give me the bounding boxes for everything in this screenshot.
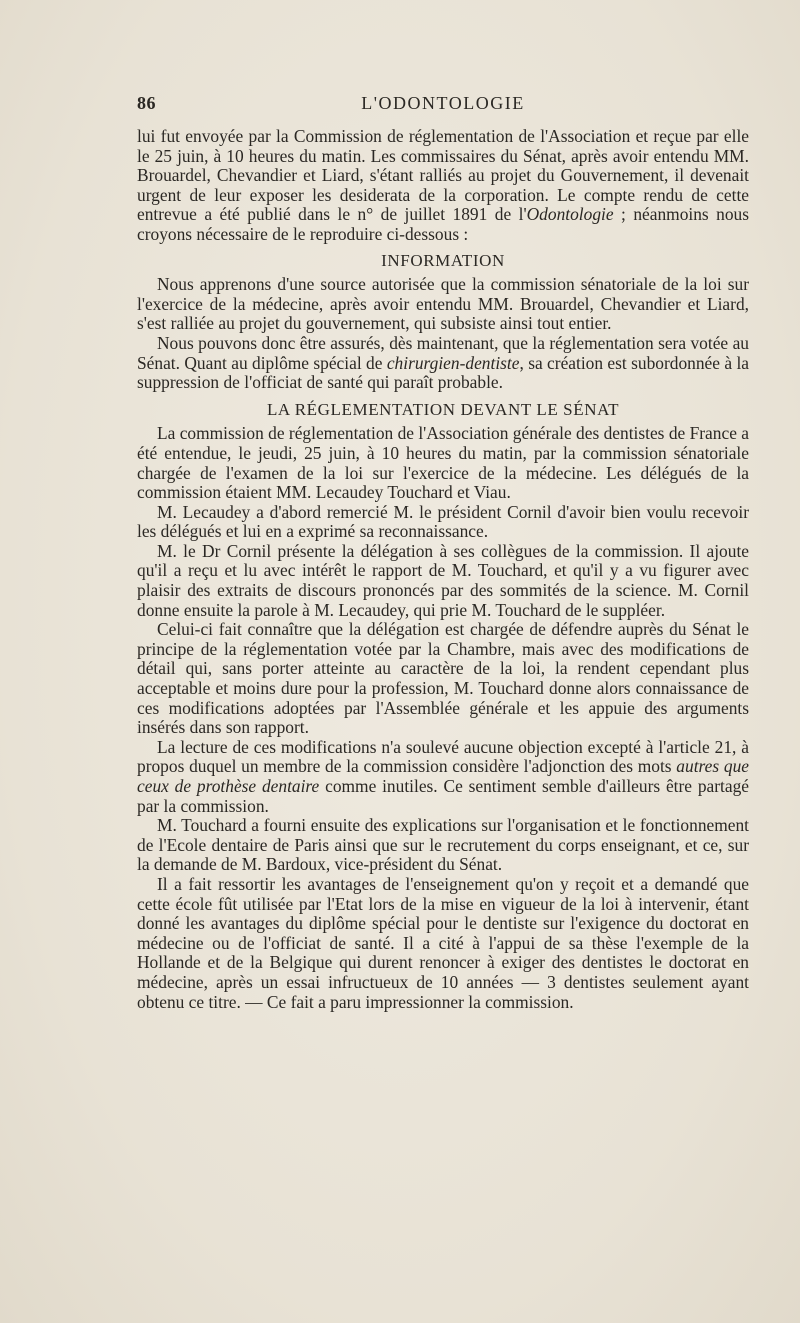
journal-name: Odontologie <box>526 204 614 225</box>
senat-paragraph-1: La commission de réglementation de l'Association générale des dentistes de France a été entendue, le jeudi, 25 juin, à 10 heures du matin, par la commission sénatoriale chargée de l'examen de la loi sur l'exercice de la médecine. Les délégués de la commission étaient MM. Lecaudey Touchard et Viau. <box>137 423 749 503</box>
intro-paragraph <box>137 127 749 245</box>
senat-text: La lecture de ces modifications n'a soulevé aucune objection excepté à l'article 21, à propos duquel un membre de la commission considère l'adjonction des mots <box>137 736 749 777</box>
senat-paragraph-7: Il a fait ressortir les avantages de l'enseignement qu'on y reçoit et a demandé que cette école fût utilisée par l'Etat lors de la mise en vigueur de la loi à intervenir, étant donné les avantages du diplôme spécial pour le dentiste sur l'exigence du doctorat en médecine ou de l'officiat de santé. Il a cité à l'appui de sa thèse l'exemple de la Hollande et de la Belgique qui durent renoncer à exiger des dentistes le doctorat en médecine, après un essai infructueux de 10 années — 3 dentistes seulement ayant obtenu ce titre. — Ce fait a paru impressionner la commission. <box>137 873 749 1012</box>
intro-text: lui fut envoyée par la Commission de réglementation de l'Association et reçue par elle le 25 juin, à 10 heures du matin. Les commissaires du Sénat, après avoir entendu MM. Brouardel, Chevandier et Liard, s'étant ralliés au projet du Gouvernement, il devenait urgent de leur exposer les desiderata de la corporation. Le compte rendu de cette entrevue a été publié dans le n° de juillet 1891 de l' <box>137 126 749 225</box>
diploma-name: chirurgien-dentiste <box>386 352 520 373</box>
intro-text-end: ; néanmoins nous croyons nécessaire de le reproduire ci-dessous : <box>137 204 749 244</box>
senat-paragraph-2: M. Lecaudey a d'abord remercié M. le président Cornil d'avoir bien voulu recevoir les délégués et lui en a exprimé sa reconnaissance. <box>137 501 749 542</box>
section-heading-information: INFORMATION <box>381 250 505 270</box>
senat-paragraph-6: M. Touchard a fourni ensuite des explications sur l'organisation et le fonctionnement de l'Ecole dentaire de Paris ainsi que sur le recrutement du corps enseignant, et ce, sur la demande de M. Bardoux, vice-président du Sénat. <box>137 815 749 875</box>
senat-text-end: comme inutiles. Ce sentiment semble d'ailleurs être partagé par la commission. <box>137 776 749 816</box>
body-text <box>137 127 749 1012</box>
information-text: Nous pouvons donc être assurés, dès maintenant, que la réglementation sera votée au Sénat. Quant au diplôme spécial de <box>137 332 749 373</box>
quoted-words: autres que ceux de prothèse dentaire <box>137 756 749 796</box>
page-header <box>137 93 749 119</box>
senat-paragraph-3: M. le Dr Cornil présente la délégation à ses collègues de la commission. Il ajoute qu'il a reçu et lu avec intérêt le rapport de M. Touchard, et qu'il y a vu figurer avec plaisir des extraits de discours prononcés par des sommités de la science. M. Cornil donne ensuite la parole à M. Lecaudey, qui prie M. Touchard de le suppléer. <box>137 540 749 620</box>
senat-paragraph-4: Celui-ci fait connaître que la délégation est chargée de défendre auprès du Sénat le principe de la réglementation votée par la Chambre, mais avec des modifications de détail qui, sans porter atteinte au caractère de la loi, la rendent cependant plus acceptable et moins dure pour la profession, M. Touchard donne alors connaissance de ces modifications adoptées par l'Assemblée générale et les appuie des arguments insérés dans son rapport. <box>137 619 749 738</box>
running-title: L'ODONTOLOGIE <box>361 93 525 113</box>
information-paragraph-2 <box>137 334 749 393</box>
information-text-end: , sa création est subordonnée à la suppression de l'officiat de santé qui paraît probable. <box>137 352 749 393</box>
section-heading-senat: LA RÉGLEMENTATION DEVANT LE SÉNAT <box>266 399 620 419</box>
page-number: 86 <box>137 93 156 113</box>
senat-paragraph-5 <box>137 738 749 816</box>
information-paragraph-1: Nous apprenons d'une source autorisée que la commission sénatoriale de la loi sur l'exercice de la médecine, après avoir entendu MM. Brouardel, Chevandier et Liard, s'est ralliée au projet du gouvernement, qui subsiste ainsi tout entier. <box>137 274 749 334</box>
